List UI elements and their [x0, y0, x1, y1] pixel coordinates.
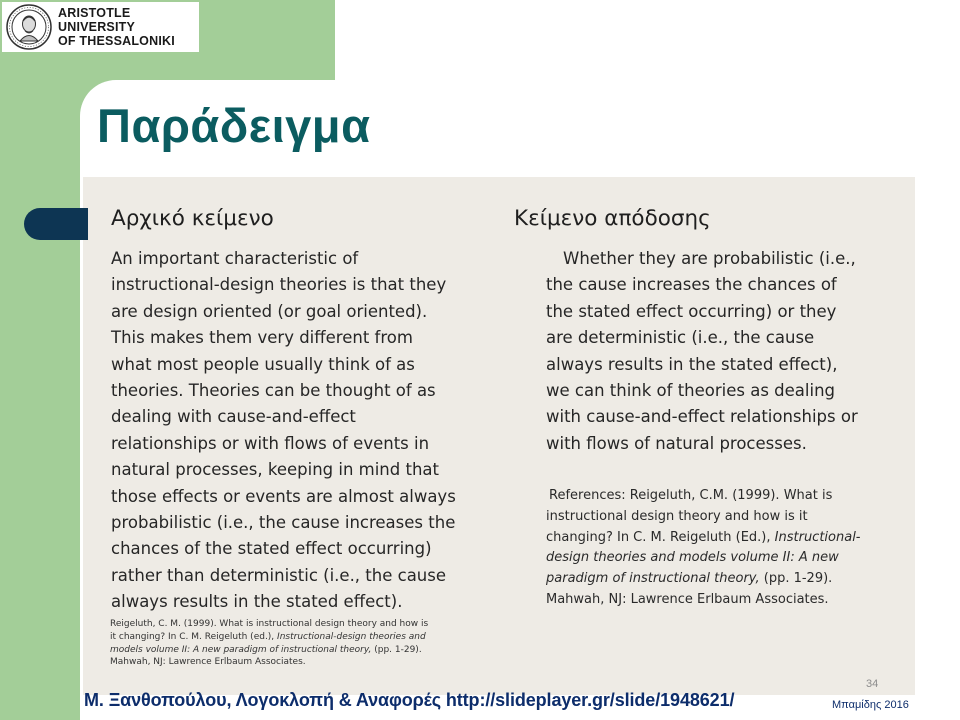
reference-line — [546, 528, 861, 549]
reference-text: it changing? In C. M. Reigeluth (ed.), — [110, 631, 278, 642]
text-line: always results in the stated effect). — [111, 592, 403, 612]
reference-title: paradigm of instructional theory, — [546, 571, 760, 587]
right-column-title: Κείμενο απόδοσης — [514, 206, 711, 231]
slide-title: Παράδειγμα — [97, 99, 371, 152]
university-name-line: UNIVERSITY — [58, 20, 136, 34]
reference-line: References: Reigeluth, C.M. (1999). What is — [549, 488, 833, 503]
reference-title: Instructional-design theories and — [277, 631, 426, 642]
text-line: dealing with cause-and-effect — [111, 407, 356, 427]
reference-line: Mahwah, NJ: Lawrence Erlbaum Associates. — [546, 591, 829, 607]
footer-author: Μπαμίδης 2016 — [832, 699, 909, 711]
right-column-text — [546, 246, 858, 457]
reference-line: instructional design theory and how is it — [546, 508, 808, 524]
text-line: instructional-design theories is that they — [111, 275, 447, 295]
text-line: This makes them very different from — [111, 328, 413, 348]
reference-title: Instructional- — [774, 529, 861, 545]
text-line: rather than deterministic (i.e., the cause — [111, 565, 447, 585]
text-line: the cause increases the chances of — [546, 275, 837, 295]
left-column-title: Αρχικό κείμενο — [111, 206, 274, 231]
university-seal-icon — [6, 4, 52, 50]
right-reference — [546, 486, 861, 611]
reference-pages: (pp. 1-29). — [371, 644, 422, 655]
text-line: the stated effect occurring) or they — [546, 301, 837, 321]
reference-line — [110, 631, 428, 644]
university-logo — [2, 2, 199, 52]
page-number: 34 — [866, 678, 879, 690]
text-line: Whether they are probabilistic (i.e., — [563, 249, 856, 268]
left-column-text — [111, 246, 456, 616]
text-line: theories. Theories can be thought of as — [111, 381, 436, 401]
university-name-line: ARISTOTLE — [58, 6, 131, 20]
reference-line — [546, 569, 861, 590]
text-line: natural processes, keeping in mind that — [111, 460, 439, 480]
reference-line — [110, 644, 428, 657]
text-line: are deterministic (i.e., the cause — [546, 328, 815, 348]
text-line: always results in the stated effect), — [546, 354, 838, 374]
text-line: are design oriented (or goal oriented). — [111, 301, 428, 321]
left-reference — [110, 618, 428, 669]
footer-credit: Μ. Ξανθοπούλου, Λογοκλοπή & Αναφορές http://slideplayer.gr/slide/1948621/ — [84, 690, 735, 710]
reference-line: design theories and models volume II: A new — [546, 550, 839, 566]
text-line: An important characteristic of — [111, 249, 359, 268]
reference-line: Mahwah, NJ: Lawrence Erlbaum Associates. — [110, 657, 306, 668]
text-line: relationships or with flows of events in — [111, 433, 430, 453]
reference-title: models volume II: A new paradigm of instructional theory, — [110, 644, 372, 655]
reference-pages: (pp. 1-29). — [759, 571, 833, 587]
reference-text: changing? In C. M. Reigeluth (Ed.), — [546, 529, 775, 545]
university-name-line: OF THESSALONIKI — [58, 34, 175, 48]
text-line: with flows of natural processes. — [546, 433, 807, 453]
accent-pill — [24, 208, 88, 240]
text-line: those effects or events are almost always — [111, 486, 456, 506]
reference-line: Reigeluth, C. M. (1999). What is instructional design theory and how is — [110, 619, 429, 629]
text-line: what most people usually think of as — [111, 354, 415, 374]
text-line: probabilistic (i.e., the cause increases the — [111, 513, 456, 533]
university-name — [58, 6, 175, 48]
text-line: chances of the stated effect occurring) — [111, 539, 432, 559]
text-line: with cause-and-effect relationships or — [546, 407, 858, 427]
text-line: we can think of theories as dealing — [546, 381, 836, 401]
